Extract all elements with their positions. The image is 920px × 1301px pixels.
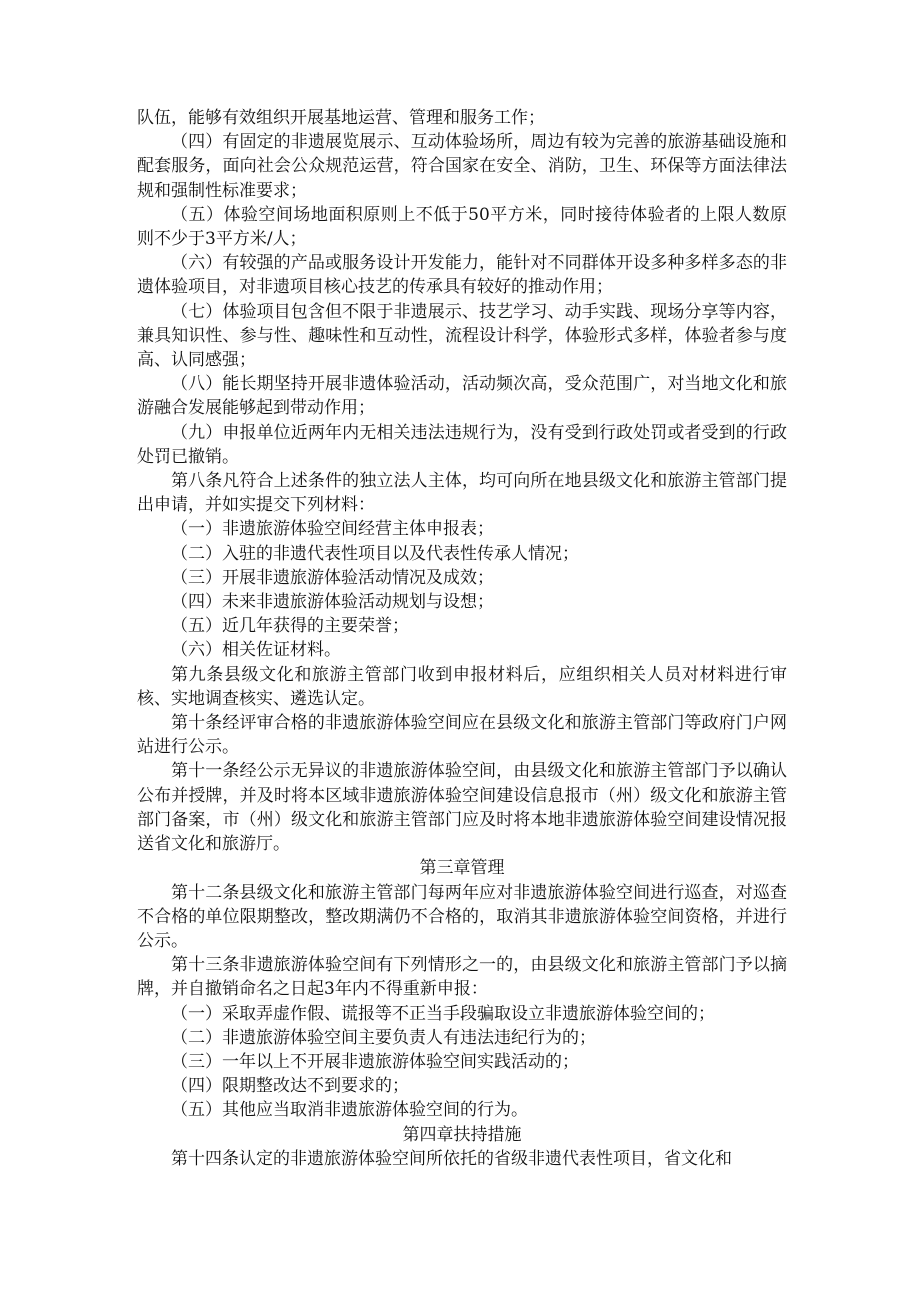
revocation-item-4: （四）限期整改达不到要求的； — [171, 1076, 409, 1097]
paragraph-continuation: 队伍，能够有效组织开展基地运营、管理和服务工作； — [137, 108, 545, 128]
material-item-5: （五）近几年获得的主要荣誉； — [171, 616, 409, 637]
article-13: 第十三条非遗旅游体验空间有下列情形之一的，由县级文化和旅游主管部门予以摘牌，并自撤销命名之日起3年内不得重新申报： — [137, 955, 787, 1000]
article-11: 第十一条经公示无异议的非遗旅游体验空间，由县级文化和旅游主管部门予以确认公布并授牌，并及时将本区域非遗旅游体验空间建设信息报市（州）级文化和旅游主管部门备案，市（州）级文化和旅游主管部门应及时将本地非遗旅游体验空间建设情况报送省文化和旅游厅。 — [137, 761, 787, 855]
chapter-4-heading: 第四章扶持措施 — [402, 1124, 522, 1145]
requirement-item-7: （七）体验项目包含但不限于非遗展示、技艺学习、动手实践、现场分享等内容，兼具知识性、参与性、趣味性和互动性，流程设计科学，体验形式多样，体验者参与度高、认同感强； — [137, 301, 787, 371]
article-14: 第十四条认定的非遗旅游体验空间所依托的省级非遗代表性项目，省文化和 — [171, 1148, 732, 1169]
requirement-item-6: （六）有较强的产品或服务设计开发能力，能针对不同群体开设多种多样多态的非遗体验项目，对非遗项目核心技艺的传承具有较好的推动作用； — [137, 253, 787, 298]
requirement-item-8: （八）能长期坚持开展非遗体验活动，活动频次高，受众范围广，对当地文化和旅游融合发展能够起到带动作用； — [137, 374, 787, 419]
material-item-4: （四）未来非遗旅游体验活动规划与设想； — [171, 592, 494, 613]
requirement-item-5: （五）体验空间场地面积原则上不低于50平方米，同时接待体验者的上限人数原则不少于3平方米/人； — [137, 204, 787, 250]
material-item-1: （一）非遗旅游体验空间经营主体申报表； — [171, 519, 494, 540]
material-item-6: （六）相关佐证材料。 — [171, 640, 341, 661]
article-12: 第十二条县级文化和旅游主管部门每两年应对非遗旅游体验空间进行巡查，对巡查不合格的单位限期整改，整改期满仍不合格的，取消其非遗旅游体验空间资格，并进行公示。 — [137, 882, 787, 951]
revocation-item-5: （五）其他应当取消非遗旅游体验空间的行为。 — [171, 1100, 528, 1121]
revocation-item-1: （一）采取弄虚作假、谎报等不正当手段骗取设立非遗旅游体验空间的； — [171, 1003, 715, 1024]
document-body — [137, 106, 787, 1171]
revocation-item-2: （二）非遗旅游体验空间主要负责人有违法违纪行为的； — [171, 1027, 596, 1048]
article-9: 第九条县级文化和旅游主管部门收到申报材料后，应组织相关人员对材料进行审核、实地调查核实、遴选认定。 — [137, 664, 787, 709]
article-8: 第八条凡符合上述条件的独立法人主体，均可向所在地县级文化和旅游主管部门提出申请，并如实提交下列材料： — [137, 471, 787, 516]
material-item-2: （二）入驻的非遗代表性项目以及代表性传承人情况； — [171, 543, 579, 564]
revocation-item-3: （三）一年以上不开展非遗旅游体验空间实践活动的； — [171, 1051, 579, 1072]
chapter-3-heading: 第三章管理 — [419, 858, 505, 879]
requirement-item-4: （四）有固定的非遗展览展示、互动体验场所，周边有较为完善的旅游基础设施和配套服务，面向社会公众规范运营，符合国家在安全、消防，卫生、环保等方面法律法规和强制性标准要求； — [137, 132, 787, 201]
requirement-item-9: （九）申报单位近两年内无相关违法违规行为，没有受到行政处罚或者受到的行政处罚已撤销。 — [137, 422, 787, 467]
article-10: 第十条经评审合格的非遗旅游体验空间应在县级文化和旅游主管部门等政府门户网站进行公示。 — [137, 713, 787, 758]
material-item-3: （三）开展非遗旅游体验活动情况及成效； — [171, 567, 494, 588]
